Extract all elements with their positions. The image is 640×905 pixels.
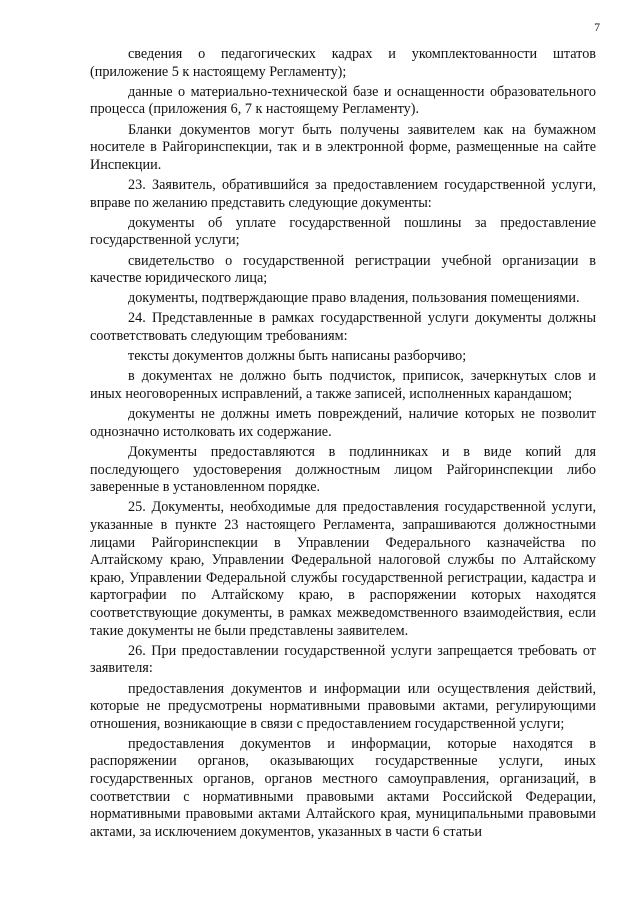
paragraph-no-corrections: в документах не должно быть подчисток, приписок, зачеркнутых слов и иных неоговоренных исправлений, а также записей, исполненных карандашом;	[90, 368, 596, 403]
paragraph-clause-23: 23. Заявитель, обратившийся за предоставлением государственной услуги, вправе по желанию представить следующие документы:	[90, 176, 596, 211]
paragraph-fee-documents: документы об уплате государственной пошлины за предоставление государственной услуги;	[90, 214, 596, 249]
paragraph-registration-certificate: свидетельство о государственной регистрации учебной организации в качестве юридического лица;	[90, 252, 596, 287]
paragraph-clause-24: 24. Представленные в рамках государственной услуги документы должны соответствовать следующим требованиям:	[90, 310, 596, 345]
paragraph-clause-25: 25. Документы, необходимые для предоставления государственной услуги, указанные в пункте 23 настоящего Регламента, запрашиваются должностными лицами Райгоринспекции в Управлении Федерального казначейства по Алтайскому краю, Управлении Федеральной налоговой службы по Алтайскому краю, Управлении Федеральной службы государственной регистрации, кадастра и картографии по Алтайскому краю, в распоряжении которых находятся соответствующие документы, в рамках межведомственного взаимодействия, если такие документы не были представлены заявителем.	[90, 499, 596, 639]
paragraph-ownership-documents: документы, подтверждающие право владения, пользования помещениями.	[128, 290, 580, 307]
document-body	[90, 46, 596, 844]
paragraph-originals-copies: Документы предоставляются в подлинниках и в виде копий для последующего удостоверения должностным лицом Райгоринспекции либо заверенные в установленном порядке.	[90, 444, 596, 496]
paragraph-prohibition-actions: предоставления документов и информации или осуществления действий, которые не предусмотрены нормативными правовыми актами, регулирующими отношения, возникающие в связи с предоставлением государственной услуги;	[90, 680, 596, 732]
paragraph-no-damage: документы не должны иметь повреждений, наличие которых не позволит однозначно истолковать их содержание.	[90, 406, 596, 440]
paragraph-material-base: данные о материально-технической базе и оснащенности образовательного процесса (приложения 6, 7 к настоящему Регламенту).	[90, 83, 596, 118]
paragraph-staff-info: сведения о педагогических кадрах и укомплектованности штатов (приложение 5 к настоящему Регламенту);	[90, 46, 596, 80]
paragraph-clause-26: 26. При предоставлении государственной услуги запрещается требовать от заявителя:	[90, 642, 596, 677]
page-number: 7	[594, 22, 600, 34]
paragraph-legible: тексты документов должны быть написаны разборчиво;	[128, 348, 467, 365]
paragraph-prohibition-documents: предоставления документов и информации, которые находятся в распоряжении органов, оказывающих государственные услуги, иных государственных органов, органов местного самоуправления, организаций, в соответствии с нормативными правовыми актами Российской Федерации, нормативными правовыми актами Алтайского края, муниципальными правовыми актами, за исключением документов, указанных в части 6 статьи	[90, 735, 596, 840]
paragraph-forms: Бланки документов могут быть получены заявителем как на бумажном носителе в Райгоринспекции, так и в электронной форме, размещенные на сайте Инспекции.	[90, 121, 596, 173]
